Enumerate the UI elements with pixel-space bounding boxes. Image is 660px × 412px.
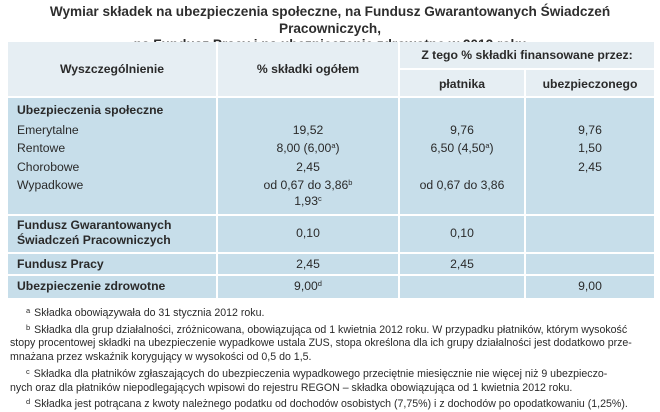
- row-labour-fund-payer: 2,45: [450, 257, 474, 271]
- row-fgsp-payer: 0,10: [450, 226, 474, 240]
- header-col-payer: płatnika: [438, 77, 486, 91]
- row-labour-fund-total: 2,45: [296, 257, 320, 271]
- row-separator-zdrowotne: [8, 274, 654, 276]
- contributions-table: [8, 42, 654, 298]
- row-health-total: 9,00$^d$: [294, 279, 322, 293]
- row-disability-insured: 1,50: [578, 141, 602, 155]
- row-sickness-total: 2,45: [296, 160, 320, 174]
- row-fgsp-label-1: Fundusz Gwarantowanych: [17, 218, 172, 232]
- row-sickness-insured: 2,45: [578, 160, 602, 174]
- header-col-total: % składki ogółem: [256, 62, 360, 76]
- header-group-financed-by: Z tego % składki finansowane przez:: [421, 48, 633, 62]
- footnote-a: $^a$ Składka obowiązywała do 31 stycznia 2012 roku.: [26, 306, 265, 319]
- row-pension-label: Emerytalne: [17, 123, 79, 137]
- row-pension-insured: 9,76: [578, 123, 602, 137]
- footnotes: [8, 304, 654, 412]
- group-header-separator: [398, 68, 654, 70]
- col-separator-3: [524, 70, 526, 298]
- title-line-1: Wymiar składek na ubezpieczenia społeczne, na Fundusz Gwarantowanych Świadczeń Pracowniczych,: [49, 4, 611, 36]
- header-separator: [8, 96, 654, 98]
- row-separator-fp: [8, 252, 654, 254]
- row-disability-label: Rentowe: [17, 141, 66, 155]
- row-accident-total-2: 1,93$^c$: [294, 194, 322, 208]
- row-disability-total: 8,00 (6,00$^a$): [276, 141, 340, 155]
- row-labour-fund-label: Fundusz Pracy: [17, 257, 104, 271]
- header-col-description: Wyszczególnienie: [59, 62, 165, 76]
- footnote-c: $^c$ Składka dla płatników zgłaszających do ubezpieczenia wypadkowego przeciętnie miesięcznie nie więcej niż 9 ubezpieczo- nych oraz dla płatników niepodlegających wpisowi do rejestru REGON – składka obowiązująca od 1 kwietnia 2012 roku.: [10, 366, 608, 394]
- row-accident-label: Wypadkowe: [17, 178, 84, 192]
- row-disability-payer: 6,50 (4,50$^a$): [430, 141, 494, 155]
- row-social-insurance-label: Ubezpieczenia społeczne: [17, 103, 164, 117]
- header-col-insured: ubezpieczonego: [542, 77, 638, 91]
- row-health-insured: 9,00: [578, 279, 602, 293]
- row-accident-payer: od 0,67 do 3,86: [419, 178, 505, 192]
- row-sickness-label: Chorobowe: [17, 160, 80, 174]
- row-accident-total: od 0,67 do 3,86$^b$: [263, 178, 353, 192]
- row-separator-fgsp: [8, 214, 654, 216]
- row-fgsp-label-2: Świadczeń Pracowniczych: [17, 233, 171, 247]
- row-pension-total: 19,52: [292, 123, 324, 137]
- row-pension-payer: 9,76: [450, 123, 474, 137]
- row-fgsp-total: 0,10: [296, 226, 320, 240]
- footnote-d: $^d$ Składka jest potrącana z kwoty należnego podatku od dochodów osobistych (7,75%) i z dochodów po opodatkowaniu (1,25%).: [26, 397, 628, 411]
- footnote-b: $^b$ Składka dla grup działalności, zróżnicowana, obowiązująca od 1 kwietnia 2012 roku. W przypadku płatników, którym wysokość stopy procentowej składki na ubezpieczenie wypadkowe ustala ZUS, stopa określona dla ich grupy działalności jest dodatkowo prze- mnażana przez wskaźnik korygujący w wysokości od 0,5 do 1,5.: [10, 322, 632, 364]
- row-health-label: Ubezpieczenie zdrowotne: [17, 279, 166, 293]
